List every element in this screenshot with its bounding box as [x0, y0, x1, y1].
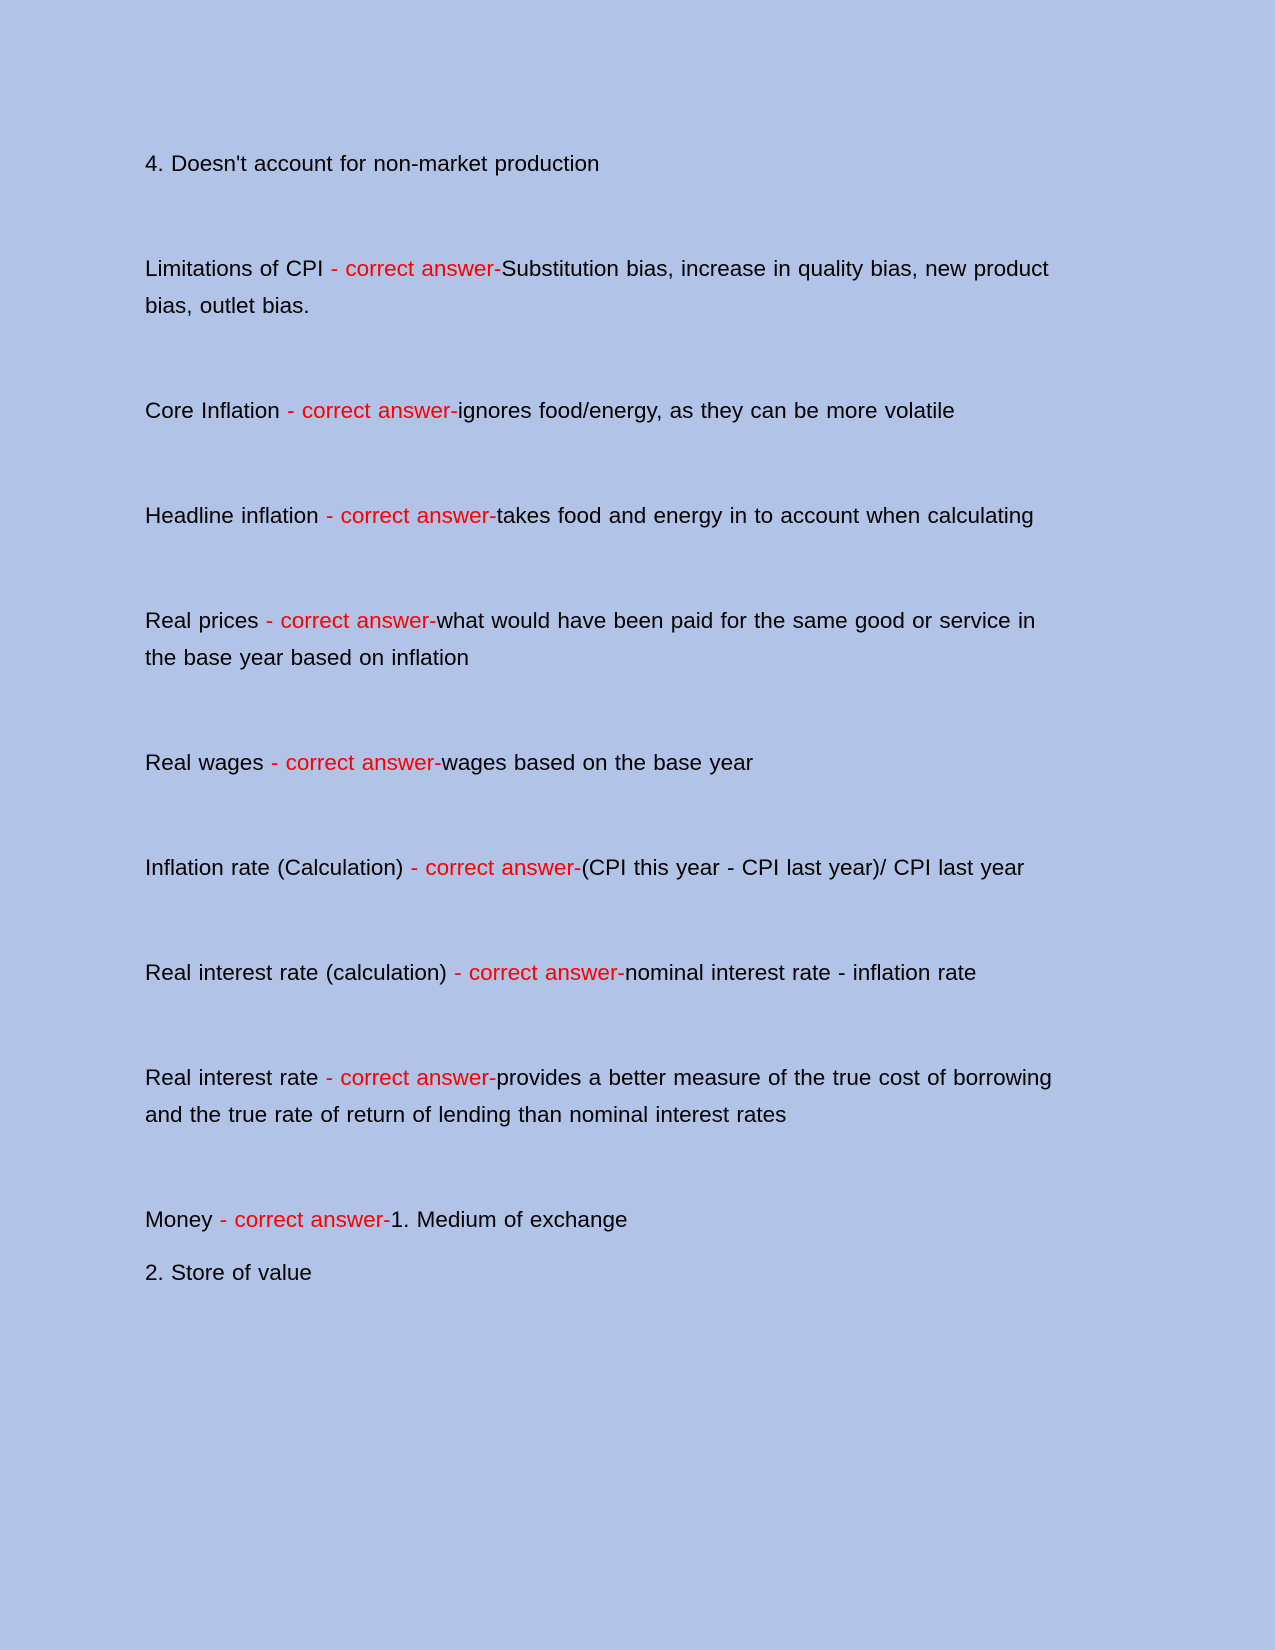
- answer-text: 1. Medium of exchange: [390, 1207, 628, 1232]
- paragraph-real-interest-rate-calculation: [145, 954, 1065, 991]
- answer-text: what would have been paid for the same good or service in the base year based on inflation: [145, 608, 1036, 670]
- paragraph-non-market-production: [145, 145, 1065, 182]
- paragraph-real-prices: [145, 602, 1065, 676]
- answer-text: ignores food/energy, as they can be more volatile: [457, 398, 955, 423]
- correct-answer-marker: - correct answer-: [325, 503, 497, 528]
- term-text: Inflation rate (Calculation): [145, 855, 411, 880]
- answer-text: (CPI this year - CPI last year)/ CPI last year: [581, 855, 1025, 880]
- answer-text: nominal interest rate - inflation rate: [624, 960, 977, 985]
- term-text: Headline inflation: [145, 503, 326, 528]
- term-text: Real wages: [145, 750, 271, 775]
- term-text: 2. Store of value: [145, 1260, 312, 1285]
- paragraph-headline-inflation: [145, 497, 1065, 534]
- paragraph-inflation-rate-calculation: [145, 849, 1065, 886]
- paragraph-money: [145, 1201, 1065, 1238]
- answer-text: takes food and energy in to account when calculating: [496, 503, 1034, 528]
- paragraph-real-interest-rate: [145, 1059, 1065, 1133]
- answer-text: wages based on the base year: [441, 750, 754, 775]
- correct-answer-marker: - correct answer-: [454, 960, 625, 985]
- term-text: Core Inflation: [145, 398, 288, 423]
- term-text: 4. Doesn't account for non-market production: [145, 151, 600, 176]
- answer-text: provides a better measure of the true cost of borrowing and the true rate of return of lending than nominal interest rates: [145, 1065, 1052, 1127]
- paragraph-limitations-of-cpi: [145, 250, 1065, 324]
- correct-answer-marker: - correct answer-: [410, 855, 582, 880]
- correct-answer-marker: - correct answer-: [219, 1207, 391, 1232]
- term-text: Real interest rate (calculation): [145, 960, 455, 985]
- paragraph-real-wages: [145, 744, 1065, 781]
- correct-answer-marker: - correct answer-: [270, 750, 442, 775]
- term-text: Real interest rate: [145, 1065, 326, 1090]
- correct-answer-marker: - correct answer-: [330, 256, 502, 281]
- term-text: Real prices: [145, 608, 266, 633]
- correct-answer-marker: - correct answer-: [265, 608, 437, 633]
- correct-answer-marker: - correct answer-: [325, 1065, 497, 1090]
- term-text: Money: [145, 1207, 220, 1232]
- paragraph-store-of-value: [145, 1254, 1065, 1291]
- correct-answer-marker: - correct answer-: [287, 398, 458, 423]
- paragraph-core-inflation: [145, 392, 1065, 429]
- answer-text: Substitution bias, increase in quality bias, new product bias, outlet bias.: [145, 256, 1049, 318]
- term-text: Limitations of CPI: [145, 256, 331, 281]
